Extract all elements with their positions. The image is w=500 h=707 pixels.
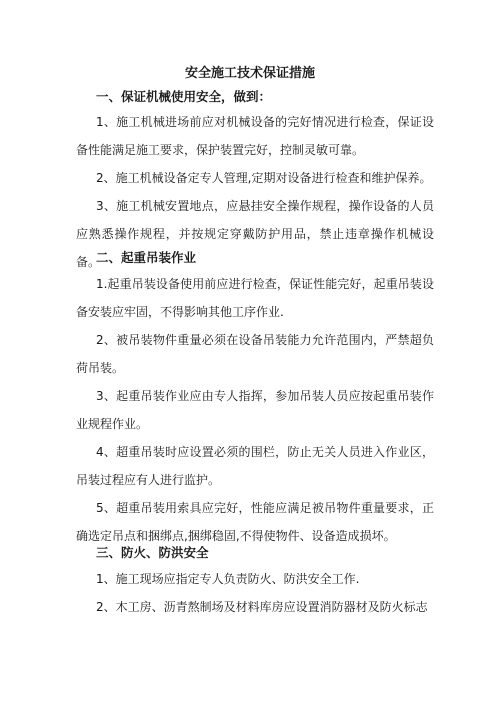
section-heading-fire-flood: 三、防火、防洪安全: [96, 545, 209, 560]
document-title: 安全施工技术保证措施: [184, 66, 315, 81]
section-heading-machinery: 一、保证机械使用安全，做到：: [96, 89, 272, 104]
paragraph: 2、施工机械设备定专人管理,定期对设备进行检查和维护保养。: [96, 171, 432, 185]
paragraph: 2、被吊装物件重量必须在设备吊装能力允许范围内，严禁超负荷吊装。: [76, 333, 434, 375]
paragraph: 3、施工机械安置地点，应悬挂安全操作规程，操作设备的人员应熟悉操作规程，并按规定穿戴防护用品，禁止违章操作机械设备。: [76, 199, 434, 269]
paragraph: 1.起重吊装设备使用前应进行检查，保证性能完好，起重吊装设备安装应牢固，不得影响其他工序作业.: [76, 277, 434, 319]
paragraph: 4、超重吊装时应设置必须的围栏，防止无关人员进入作业区，吊装过程应有人进行监护。: [76, 445, 434, 487]
paragraph: 3、起重吊装作业应由专人指挥，参加吊装人员应按起重吊装作业规程作业。: [76, 389, 434, 431]
paragraph: 1、施工机械进场前应对机械设备的完好情况进行检查，保证设备性能满足施工要求，保护装置完好，控制灵敏可靠。: [76, 115, 434, 157]
paragraph: 5、超重吊装用索具应完好，性能应满足被吊物件重量要求，正确选定吊点和捆绑点,捆绑稳固,不得使物件、设备造成损坏。: [76, 501, 434, 543]
paragraph: 2、木工房、沥青熬制场及材料库房应设置消防器材及防火标志: [96, 600, 428, 614]
section-heading-lifting: 二、起重吊装作业: [96, 250, 197, 265]
paragraph: 1、施工现场应指定专人负责防火、防洪安全工作.: [96, 572, 360, 586]
